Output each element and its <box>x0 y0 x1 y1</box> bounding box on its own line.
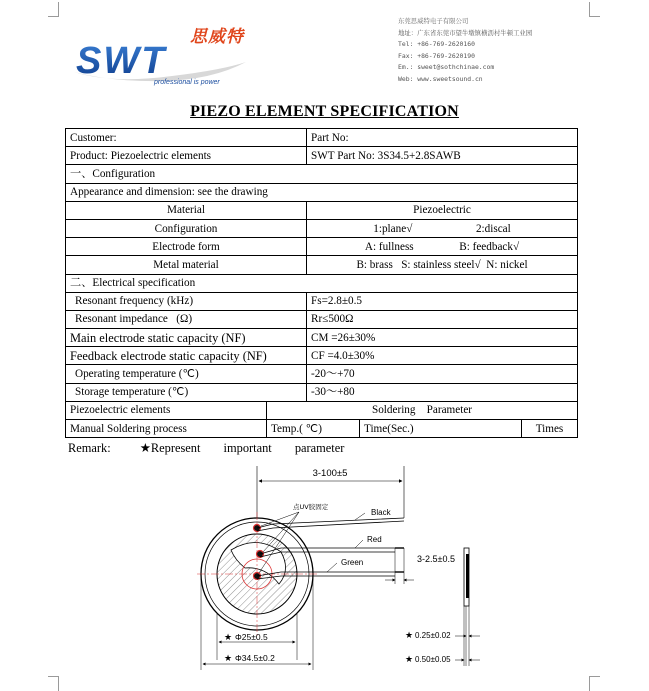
table-row <box>66 129 578 147</box>
metal-material-value: B: brass S: stainless steel√ N: nickel <box>307 256 578 274</box>
table-row <box>66 401 578 419</box>
metal-material-label: Metal material <box>66 256 307 274</box>
table-row <box>66 420 578 438</box>
lead-length-label: 3-100±5 <box>312 468 348 479</box>
section-electrical: 二、Electrical specification <box>66 274 578 292</box>
table-row <box>66 383 578 401</box>
crop-mark-bottom-left <box>48 676 59 691</box>
outer-diameter-label: Φ34.5±0.2 <box>235 653 275 663</box>
star-icon: ★ <box>405 630 414 640</box>
remark-label: Remark: <box>68 441 111 455</box>
table-row <box>66 147 578 165</box>
main-capacity-value: CM =26±30% <box>307 329 578 347</box>
manual-soldering-cell: Manual Soldering process <box>66 420 267 438</box>
electrode-fullness: A: fullness <box>364 240 414 253</box>
logo-tagline: professional is power <box>154 79 220 86</box>
crop-mark-bottom-right <box>589 676 600 691</box>
operating-temperature-value: -20～+70 <box>307 365 578 383</box>
company-contact-block <box>398 16 532 86</box>
resonant-impedance-label: Resonant impedance (Ω) <box>66 310 307 328</box>
table-row <box>66 329 578 347</box>
feedback-capacity-label: Feedback electrode static capacity (NF) <box>66 347 307 365</box>
material-label: Material <box>66 201 307 219</box>
section-configuration: 一、Configuration <box>66 165 578 183</box>
leader-line <box>355 513 365 520</box>
resonant-frequency-label: Resonant frequency (kHz) <box>66 292 307 310</box>
company-logo <box>72 22 252 92</box>
star-icon: ★ <box>405 654 414 664</box>
table-row <box>66 347 578 365</box>
configuration-discal: 2:discal <box>475 222 511 235</box>
remark-word: parameter <box>294 441 345 455</box>
remark-word: Represent <box>150 441 201 455</box>
table-row <box>66 201 578 219</box>
wire-green-label: Green <box>341 558 364 567</box>
customer-cell: Customer: <box>66 129 307 147</box>
inner-diameter-label: Φ25±0.5 <box>235 632 268 642</box>
uv-glue-note: 点UV胶固定 <box>293 503 329 511</box>
times-column-header: Times <box>522 420 578 438</box>
company-email: Em.: sweet@sothchinae.com <box>398 63 495 72</box>
table-row <box>66 310 578 328</box>
temp-column-header: Temp.( ℃) <box>267 420 360 438</box>
company-fax: Fax: +86-769-2620190 <box>398 51 475 60</box>
table-row <box>66 165 578 183</box>
part-no-cell: Part No: <box>307 129 578 147</box>
table-row <box>66 238 578 256</box>
configuration-label: Configuration <box>66 219 307 237</box>
table-row <box>66 365 578 383</box>
leader-line <box>327 563 337 572</box>
leader-line <box>355 540 363 548</box>
storage-temperature-value: -30～+80 <box>307 383 578 401</box>
remark-line <box>68 440 344 456</box>
feedback-capacity-value: CF =4.0±30% <box>307 347 578 365</box>
appearance-cell: Appearance and dimension: see the drawing <box>66 183 578 201</box>
logo-swt-text: SWT <box>76 40 167 82</box>
electrode-feedback: B: feedback√ <box>459 240 520 253</box>
table-row <box>66 183 578 201</box>
dimension-drawing <box>195 460 495 686</box>
table-row <box>66 274 578 292</box>
company-name: 东莞思威特电子有限公司 <box>398 17 469 25</box>
soldering-parameter-header: Soldering Parameter <box>267 401 578 419</box>
crop-mark-top-left <box>48 2 59 17</box>
wire-red-label: Red <box>367 535 382 544</box>
product-cell: Product: Piezoelectric elements <box>66 147 307 165</box>
crop-mark-top-right <box>589 2 600 17</box>
star-icon: ★ <box>139 441 151 455</box>
material-value: Piezoelectric <box>307 201 578 219</box>
side-view-ceramic <box>466 554 469 598</box>
resonant-impedance-value: Rr≤500Ω <box>307 310 578 328</box>
strip-length-label: 3-2.5±0.5 <box>417 554 455 564</box>
remark-word: important <box>223 441 272 455</box>
star-icon: ★ <box>224 632 233 642</box>
piezo-elements-cell: Piezoelectric elements <box>66 401 267 419</box>
document-title: PIEZO ELEMENT SPECIFICATION <box>190 103 459 120</box>
electrode-form-label: Electrode form <box>66 238 307 256</box>
logo-chinese-name: 思威特 <box>190 27 244 47</box>
table-row <box>66 256 578 274</box>
logo-swt-mark <box>72 40 248 82</box>
storage-temperature-label: Storage temperature (℃) <box>66 383 307 401</box>
operating-temperature-label: Operating temperature (℃) <box>66 365 307 383</box>
configuration-value <box>307 219 578 237</box>
resonant-frequency-value: Fs=2.8±0.5 <box>307 292 578 310</box>
swt-part-no-cell: SWT Part No: 3S34.5+2.8SAWB <box>307 147 578 165</box>
wire-black-label: Black <box>371 508 391 517</box>
company-web: Web: www.sweetsound.cn <box>398 74 483 83</box>
time-column-header: Time(Sec.) <box>360 420 522 438</box>
spec-table <box>65 128 578 438</box>
configuration-plane: 1:plane√ <box>373 222 413 235</box>
electrode-form-value <box>307 238 578 256</box>
ceramic-thickness-label: 0.25±0.02 <box>415 631 451 640</box>
star-icon: ★ <box>224 653 233 663</box>
table-row <box>66 292 578 310</box>
table-row <box>66 219 578 237</box>
total-thickness-label: 0.50±0.05 <box>415 655 451 664</box>
company-tel: Tel: +86-769-2620160 <box>398 40 475 49</box>
company-address: 地址：广东省东莞市望牛墩镇横沥村牛顿工业园 <box>398 28 533 37</box>
main-capacity-label: Main electrode static capacity (NF) <box>66 329 307 347</box>
